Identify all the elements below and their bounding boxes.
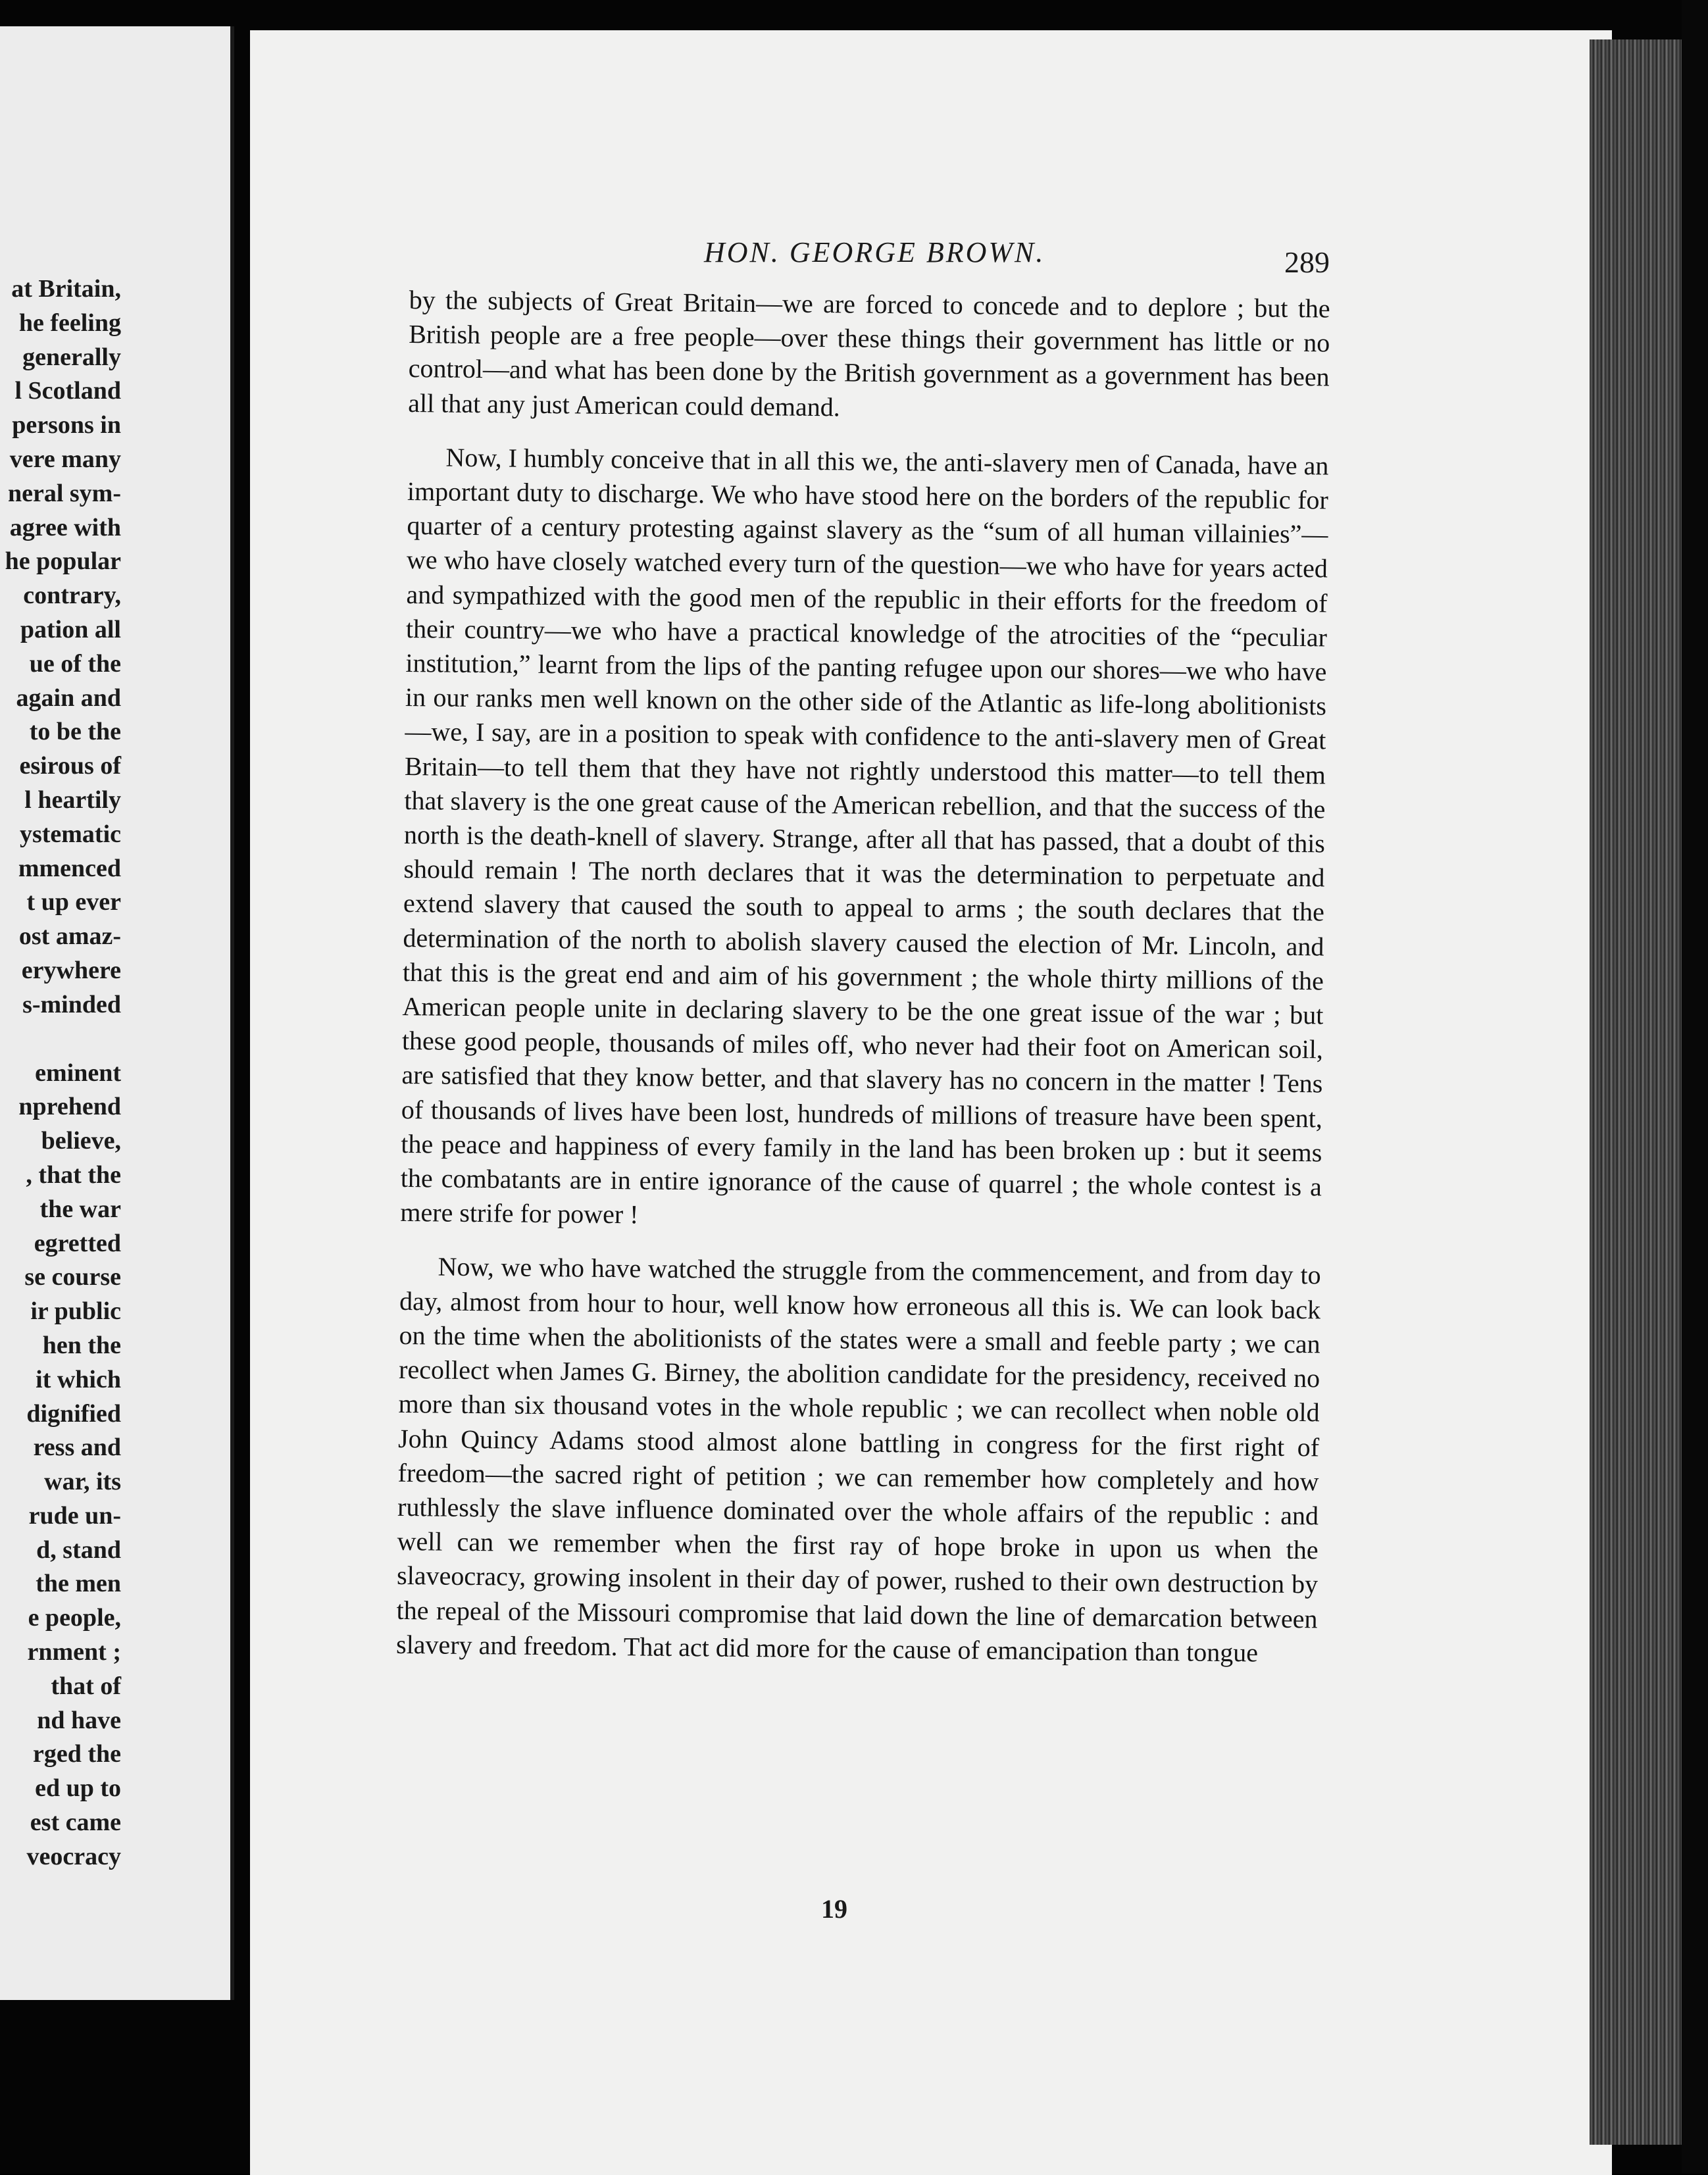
left-page-line: he feeling (18, 309, 121, 337)
left-page-line: pation all (20, 615, 121, 643)
paragraph: Now, I humbly conceive that in all this we, the anti-slavery men of Canada, have an important duty to discharge. We who have stood here on the borders of the republic for quarter of a century protesting against slavery as the “sum of all human villainies”—we who have closely watched every turn of the question—we who have for years acted and sympathized with the good men of the republic in their efforts for the freedom of their country—we who have a practical knowledge of the atrocities of the “peculiar institution,” learnt from the lips of the panting refugee upon our shores—we who have in our ranks men well known on the other side of the Atlantic as life-long abolitionists—we, I say, are in a position to speak with confidence to the anti-slavery men of Great Britain—to tell them that they have not rightly understood this matter—to tell them that slavery is the one great cause of the American rebellion, and that the success of the north is the death-knell of slavery. Strange, after all that has passed, that a doubt of this should remain ! The north declares that it was the determination to perpetuate and extend slavery that caused the south to appeal to arms ; the south declares that the determination of the north to abolish slavery caused the election of Mr. Lincoln, and that this is the great end and aim of his government ; the whole thirty millions of the American people unite in declaring slavery to be the one great issue of the war ; but these good people, thousands of miles off, who never had their foot on American soil, are satisfied that they know better, and that slavery has no concern in the matter ! Tens of thousands of lives have been lost, hundreds of millions of treasure have been spent, the peace and happiness of every family in the land has been broken up : but it seems the combatants are in entire ignorance of the cause of quarrel ; the whole contest is a mere strife for power ! (400, 442, 1329, 1230)
left-page-line: nd have (37, 1706, 121, 1734)
left-page-line: rnment ; (27, 1638, 121, 1666)
left-page-line: eminent (35, 1059, 121, 1087)
left-page-line: est came (30, 1809, 121, 1837)
running-head: HON. GEORGE BROWN. (704, 236, 1045, 268)
left-page-line: nprehend (18, 1093, 121, 1121)
left-page-line: l heartily (24, 786, 121, 814)
left-page-line: ed up to (35, 1774, 121, 1803)
left-page-text (0, 272, 121, 1874)
body-text (396, 283, 1330, 1670)
left-page-line: d, stand (36, 1536, 121, 1564)
left-page-line: ystematic (19, 820, 121, 848)
left-page-line: ost amaz- (18, 922, 121, 951)
left-page-line: e people, (28, 1604, 121, 1632)
left-page-line: ir public (30, 1297, 121, 1326)
left-page-line: it which (36, 1365, 121, 1393)
left-page-line: at Britain, (11, 275, 121, 303)
left-page-line: rged the (32, 1740, 121, 1768)
left-page-line: veocracy (26, 1842, 121, 1870)
left-page-line: erywhere (21, 956, 121, 984)
left-page-line: that of (51, 1672, 121, 1700)
left-page-fragment (0, 26, 234, 2000)
left-page-line: , that the (26, 1161, 121, 1189)
left-page-line: esirous of (19, 752, 121, 780)
left-page-line: he popular (5, 547, 121, 576)
scan-border-right (1682, 0, 1708, 2174)
paragraph: by the subjects of Great Britain—we are forced to concede and to deplore ; but the British people are a free people—over these things their government has little or no control—and what has been done by the British government as a government has been all that any just American could demand. (408, 284, 1330, 422)
left-page-line: s-minded (22, 990, 121, 1018)
left-page-line: neral sym- (7, 479, 121, 507)
paragraph: Now, we who have watched the struggle from the commencement, and from day to day, almost from hour to hour, well know how erroneous all this is. We can look back on the time when the abolitionists of the states were a small and feeble party ; we can recollect when James G. Birney, the abolition candidate for the presidency, received no more than six thousand votes in the whole republic ; we can recollect when noble old John Quincy Adams stood almost alone battling in congress for the first right of freedom—the sacred right of petition ; we can remember how completely and how ruthlessly the slave influence dominated over the whole affairs of the republic : and well can we remember when the first ray of hope broke in upon us when the slaveocracy, growing insolent in their day of power, rushed to their own destruction by the repeal of the Missouri compromise that laid down the line of demarcation between slavery and freedom. That act did more for the cause of emancipation than tongue (395, 1251, 1321, 1668)
left-page-line: hen the (42, 1331, 121, 1359)
left-page-line: vere many (9, 445, 121, 473)
left-page-line: l Scotland (14, 377, 121, 405)
left-page-line: ress and (33, 1434, 121, 1462)
signature-mark: 19 (821, 1894, 847, 1924)
left-page-line: contrary, (23, 582, 121, 610)
left-page-line: ue of the (29, 649, 121, 678)
left-page-line: generally (22, 343, 121, 371)
left-page-line: again and (16, 684, 121, 712)
left-page-line: persons in (12, 411, 121, 439)
left-page-line: dignified (26, 1399, 121, 1428)
left-page-line: egretted (34, 1229, 121, 1257)
left-page-line: the men (36, 1570, 121, 1598)
page-number: 289 (1284, 245, 1330, 279)
left-page-line: agree with (9, 513, 121, 541)
left-page-line: se course (24, 1263, 121, 1291)
left-page-line: believe, (41, 1127, 121, 1155)
left-page-line: t up ever (26, 888, 121, 916)
left-page-line: the war (39, 1195, 121, 1223)
left-page-line: to be the (29, 718, 121, 746)
line-gap (0, 1022, 121, 1057)
left-page-line: mmenced (18, 854, 121, 882)
left-page-line: war, its (44, 1468, 121, 1496)
left-page-line: rude un- (28, 1501, 121, 1530)
